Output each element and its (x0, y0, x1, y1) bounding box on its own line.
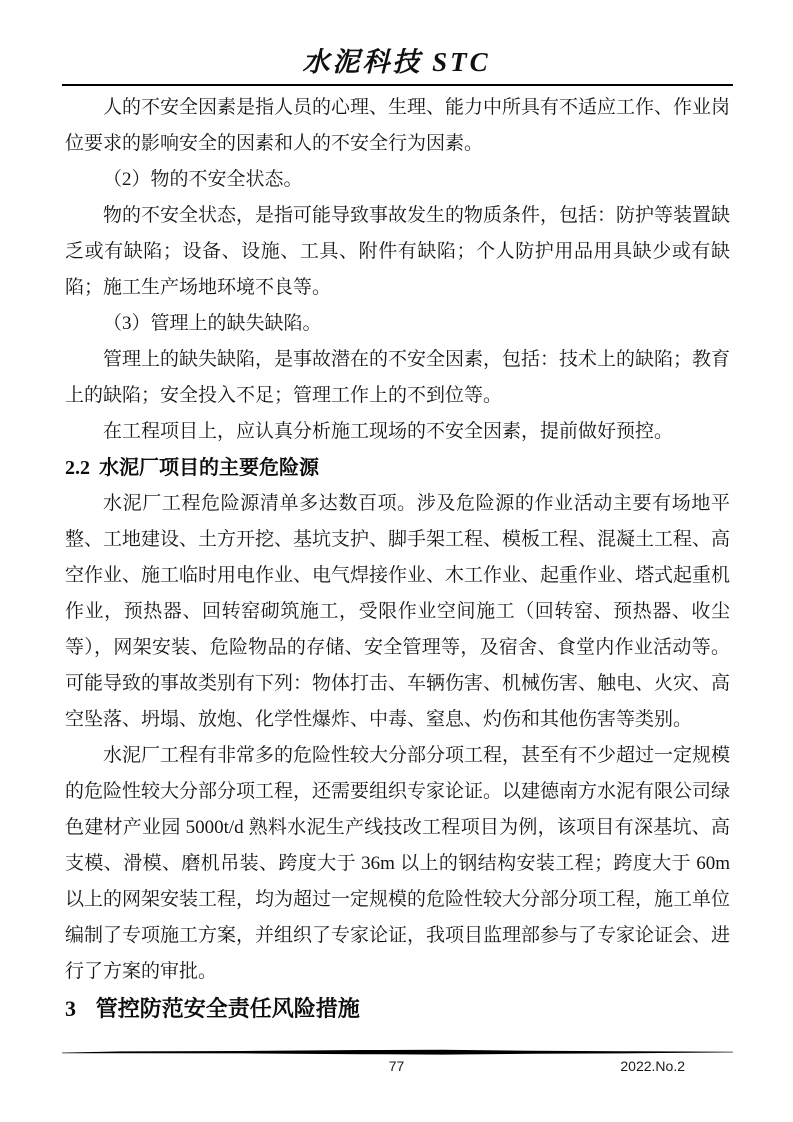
chapter-title: 管控防范安全责任风险措施 (95, 996, 360, 1021)
paragraph-project-precontrol: 在工程项目上，应认真分析施工现场的不安全因素，提前做好预控。 (103, 421, 674, 442)
paragraph-item-2-title: （2）物的不安全状态。 (103, 169, 303, 190)
paragraph-unsafe-state: 物的不安全状态，是指可能导致事故发生的物质条件，包括：防护等装置缺乏或有缺陷；设备、设施、工具、附件有缺陷；个人防护用品用具缺少或有缺陷；施工生产场地环境不良等。 (65, 205, 731, 298)
header-rule (62, 84, 733, 86)
chapter-number: 3 (65, 996, 76, 1021)
article-body (65, 90, 730, 1028)
section-heading-3 (65, 990, 730, 1028)
section-heading-2-2 (65, 450, 730, 486)
paragraph-hazard-sources: 水泥厂工程危险源清单多达数百项。涉及危险源的作业活动主要有场地平整、工地建设、土方开挖、基坑支护、脚手架工程、模板工程、混凝土工程、高空作业、施工临时用电作业、电气焊接作业、木工作业、起重作业、塔式起重机作业，预热器、回转窑砌筑施工，受限作业空间施工（回转窑、预热器、收尘等），网架安装、危险物品的存储、安全管理等，及宿舍、食堂内作业活动等。可能导致的事故类别有下列：物体打击、车辆伤害、机械伤害、触电、火灾、高空坠落、坍塌、放炮、化学性爆炸、中毒、窒息、灼伤和其他伤害等类别。 (65, 493, 731, 730)
section-number: 2.2 (65, 457, 90, 479)
section-title: 水泥厂项目的主要危险源 (99, 457, 319, 479)
paragraph-expert-review: 水泥厂工程有非常多的危险性较大分部分项工程，甚至有不少超过一定规模的危险性较大分部分项工程，还需要组织专家论证。以建德南方水泥有限公司绿色建材产业园 5000t/d 熟料水泥生产线技改工程项目为例，该项目有深基坑、高支模、滑模、磨机吊装、跨度大于 36m 以上的钢结构安装工程；跨度大于 60m 以上的网架安装工程，均为超过一定规模的危险性较大分部分项工程，施工单位编制了专项施工方案，并组织了专家论证，我项目监理部参与了专家论证会、进行了方案的审批。 (65, 745, 731, 982)
paragraph-human-factors: 人的不安全因素是指人员的心理、生理、能力中所具有不适应工作、作业岗位要求的影响安全的因素和人的不安全行为因素。 (65, 97, 731, 154)
page-number: 77 (388, 1058, 405, 1074)
paragraph-item-3-title: （3）管理上的缺失缺陷。 (103, 313, 322, 334)
footer-rule (62, 1049, 733, 1056)
journal-title: 水泥科技 STC (302, 47, 491, 77)
paragraph-management-defects: 管理上的缺失缺陷，是事故潜在的不安全因素，包括：技术上的缺陷；教育上的缺陷；安全投入不足；管理工作上的不到位等。 (65, 349, 731, 406)
issue-label: 2022.No.2 (620, 1058, 685, 1074)
